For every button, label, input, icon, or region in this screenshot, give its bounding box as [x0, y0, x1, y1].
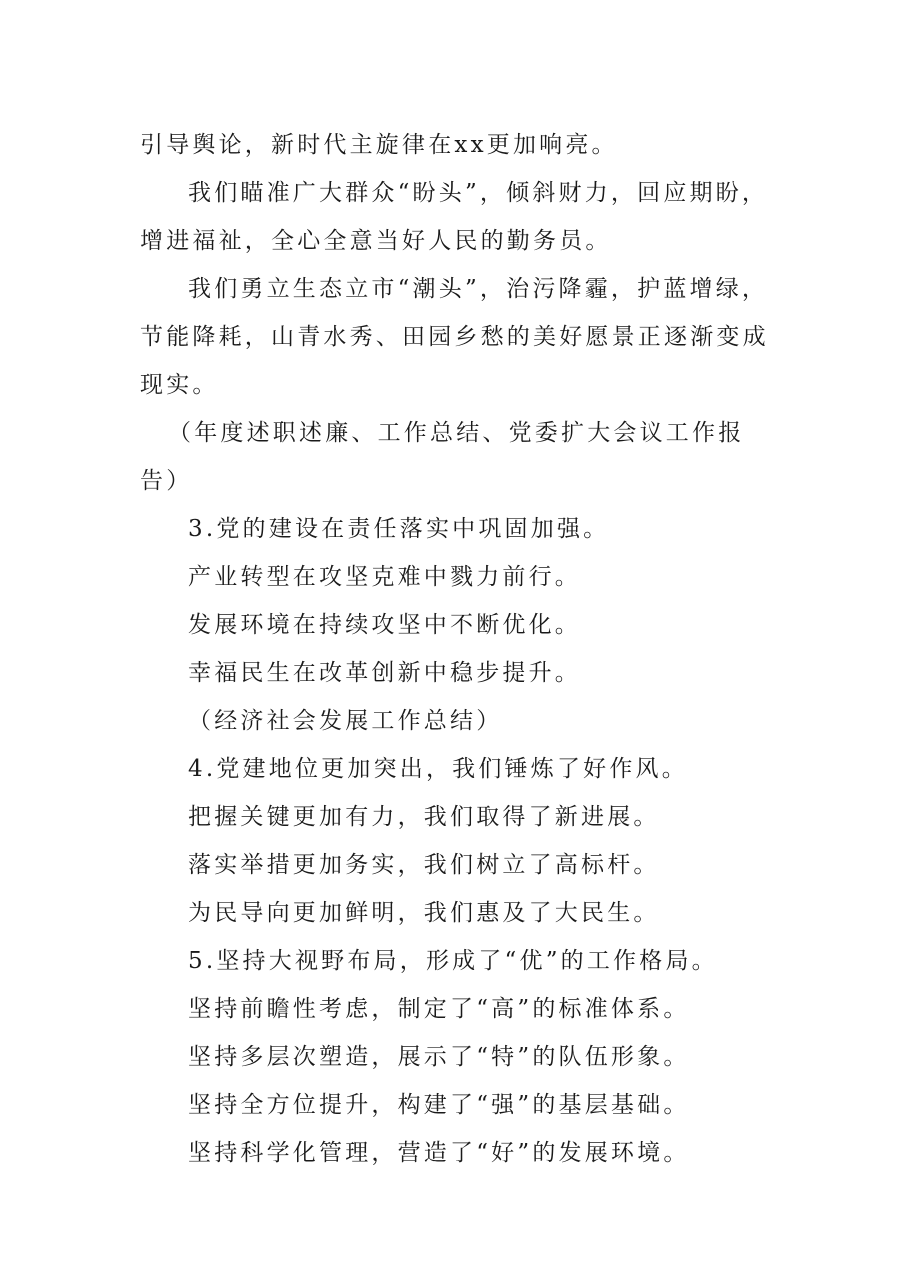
paragraph-1: 引导舆论，新时代主旋律在xx更加响亮。 — [140, 132, 618, 158]
paragraph-12: 落实举措更加务实，我们树立了高标杆。 — [188, 852, 660, 878]
paragraph-6: 产业转型在攻坚克难中戮力前行。 — [188, 564, 581, 590]
paragraph-3: 我们勇立生态立市“潮头”，治污降霾，护蓝增绿，节能降耗，山青水秀、田园乡愁的美好愿景正逐渐变成现实。 — [140, 276, 769, 398]
paragraph-13: 为民导向更加鲜明，我们惠及了大民生。 — [188, 900, 660, 926]
paragraph-18: 坚持科学化管理，营造了“好”的发展环境。 — [188, 1140, 690, 1166]
paragraph-16: 坚持多层次塑造，展示了“特”的队伍形象。 — [188, 1044, 690, 1070]
paragraph-15: 坚持前瞻性考虑，制定了“高”的标准体系。 — [188, 996, 690, 1022]
paragraph-14: 5.坚持大视野布局，形成了“优”的工作格局。 — [188, 948, 718, 974]
paragraph-5: 3.党的建设在责任落实中巩固加强。 — [188, 516, 610, 542]
paragraph-9: （经济社会发展工作总结） — [188, 708, 503, 734]
paragraph-17: 坚持全方位提升，构建了“强”的基层基础。 — [188, 1092, 690, 1118]
paragraph-11: 把握关键更加有力，我们取得了新进展。 — [188, 804, 660, 830]
paragraph-2: 我们瞄准广大群众“盼头”，倾斜财力，回应期盼，增进福祉，全心全意当好人民的勤务员。 — [140, 180, 769, 254]
paragraph-4: （年度述职述廉、工作总结、党委扩大会议工作报告） — [140, 420, 745, 494]
paragraph-10: 4.党建地位更加突出，我们锤炼了好作风。 — [188, 756, 688, 782]
paragraph-7: 发展环境在持续攻坚中不断优化。 — [188, 612, 581, 638]
paragraph-8: 幸福民生在改革创新中稳步提升。 — [188, 660, 581, 686]
